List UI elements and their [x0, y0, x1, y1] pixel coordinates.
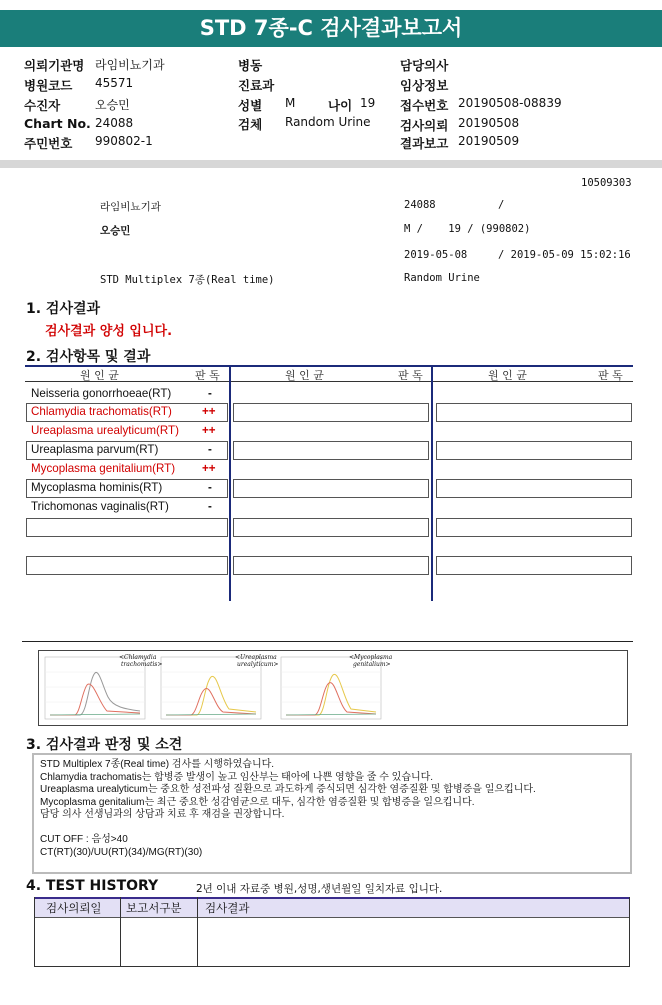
history-header-row [34, 897, 630, 918]
age-value: 19 [360, 96, 376, 110]
column-divider-1 [229, 365, 231, 601]
patient-label: 수진자 [24, 98, 61, 113]
resident-label: 주민번호 [24, 136, 73, 151]
report-title: STD 7종-C 검사결과보고서 [0, 10, 662, 47]
empty-cell [436, 441, 632, 460]
empty-cell [26, 556, 228, 575]
hospital-code-label: 병원코드 [24, 78, 73, 93]
empty-cell [26, 518, 228, 537]
graph1-label1: <Chlamydia [119, 654, 157, 661]
empty-cell [233, 479, 429, 498]
section3-title: 3. 검사결과 판정 및 소견 [26, 737, 183, 753]
col-pathogen-1: 원 인 균 [80, 369, 119, 382]
history-note: 2년 이내 자료중 병원,성명,생년월일 일치자료 입니다. [196, 883, 443, 895]
pathogen-result: ++ [202, 424, 216, 437]
info-patient: 오승민 [100, 225, 131, 237]
dept-label: 진료과 [238, 78, 275, 93]
empty-cell [233, 441, 429, 460]
empty-cell [233, 403, 429, 422]
pathogen-name: Mycoplasma hominis(RT) [31, 481, 163, 494]
column-divider-2 [431, 365, 433, 601]
empty-cell [436, 479, 632, 498]
pathogen-name: Mycoplasma genitalium(RT) [31, 462, 176, 475]
resident-value: 990802-1 [95, 134, 153, 148]
institution-label: 의뢰기관명 [24, 58, 85, 73]
history-divider-1 [120, 897, 121, 967]
graph2-label2: urealyticum> [237, 661, 279, 668]
graph2-label1: <Ureaplasma [235, 654, 277, 661]
graph3-label1: <Mycoplasma [349, 654, 393, 661]
remarks-text [34, 755, 630, 863]
doctor-label: 담당의사 [400, 58, 449, 73]
history-col-request: 검사의뢰일 [46, 901, 102, 915]
chart-label: Chart No. [24, 116, 91, 131]
doc-number: 10509303 [581, 177, 632, 189]
history-col-type: 보고서구분 [126, 901, 182, 915]
info-test-name: STD Multiplex 7종(Real time) [100, 274, 275, 286]
pathogen-name: Neisseria gonorrhoeae(RT) [31, 387, 172, 400]
info-chart-sep: / [498, 199, 505, 211]
info-date-end: / 2019-05-09 15:02:16 [498, 249, 631, 261]
empty-cell [233, 518, 429, 537]
info-specimen: Random Urine [404, 272, 480, 284]
pathogen-result: - [208, 481, 212, 494]
ward-label: 병동 [238, 58, 263, 73]
col-pathogen-2: 원 인 균 [285, 369, 324, 382]
chart-value: 24088 [95, 116, 134, 130]
patient-value: 오승민 [95, 98, 130, 112]
empty-cell [436, 403, 632, 422]
history-bottom-rule [34, 966, 630, 967]
remark-line: Mycoplasma genitalium는 최근 중요한 성감염균으로 대두, 심각한 염증질환 및 합병증을 일으킵니다. [40, 796, 475, 808]
graph3-label2: genitalium> [353, 661, 391, 668]
pathogen-result: ++ [202, 405, 216, 418]
info-sex-age: M / 19 / (990802) [404, 223, 531, 235]
pathogen-name: Ureaplasma parvum(RT) [31, 443, 159, 456]
pathogen-result: - [208, 443, 212, 456]
col-judgment-2: 판 독 [398, 369, 423, 382]
remark-line: CUT OFF : 음성>40 [40, 834, 128, 845]
sex-label: 성별 [238, 98, 263, 113]
col-pathogen-3: 원 인 균 [488, 369, 527, 382]
col-judgment-1: 판 독 [195, 369, 220, 382]
graph-panel [38, 650, 628, 726]
pathogen-name: Chlamydia trachomatis(RT) [31, 405, 172, 418]
empty-cell [436, 556, 632, 575]
pathogen-result: - [208, 500, 212, 513]
pathogen-name: Trichomonas vaginalis(RT) [31, 500, 169, 513]
empty-cell [436, 518, 632, 537]
request-label: 검사의뢰 [400, 118, 449, 133]
remark-line: Chlamydia trachomatis는 합병증 발생이 높고 임산부는 태아에 나쁜 영향을 줄 수 있습니다. [40, 771, 434, 783]
empty-cell [233, 556, 429, 575]
history-border-right [629, 897, 630, 967]
pathogen-result: ++ [202, 462, 216, 475]
receipt-value: 20190508-08839 [458, 96, 562, 110]
age-label: 나이 [328, 98, 353, 113]
pathogen-result: - [208, 387, 212, 400]
request-value: 20190508 [458, 116, 520, 130]
clinical-label: 임상정보 [400, 78, 449, 93]
sex-value: M [285, 96, 296, 110]
receipt-label: 접수번호 [400, 98, 449, 113]
graph1-label2: trachomatis> [121, 661, 163, 668]
info-chart: 24088 [404, 199, 436, 211]
info-institution: 라임비뇨기과 [100, 201, 161, 213]
section1-title: 1. 검사결과 [26, 301, 101, 317]
remark-line: Ureaplasma urealyticum는 중요한 성전파성 질환으로 과도하게 증식되면 심각한 염증질환 및 합병증을 일으킵니다. [40, 784, 536, 795]
institution-value: 라임비뇨기과 [95, 58, 165, 72]
history-col-result: 검사결과 [205, 901, 250, 915]
specimen-label: 검체 [238, 117, 263, 132]
info-date-start: 2019-05-08 [404, 249, 468, 261]
col-judgment-3: 판 독 [598, 369, 623, 382]
remark-line: STD Multiplex 7종(Real time) 검사를 시행하였습니다. [40, 759, 275, 770]
section4-title: 4. TEST HISTORY [26, 878, 159, 894]
header-divider [0, 160, 662, 168]
section2-title: 2. 검사항목 및 결과 [26, 349, 151, 365]
remark-line: CT(RT)(30)/UU(RT)(34)/MG(RT)(30) [40, 846, 203, 858]
history-border-left [34, 897, 35, 967]
graphs-top-rule [22, 641, 633, 642]
report-value: 20190509 [458, 134, 520, 148]
specimen-value: Random Urine [285, 115, 371, 129]
overall-result: 검사결과 양성 입니다. [45, 324, 173, 339]
remark-line: 담당 의사 선생님과의 상담과 치료 후 재검을 권장합니다. [40, 809, 285, 820]
history-divider-2 [197, 897, 198, 967]
pathogen-name: Ureaplasma urealyticum(RT) [31, 424, 179, 437]
hospital-code-value: 45571 [95, 76, 134, 90]
remark-line [40, 822, 624, 835]
report-label: 결과보고 [400, 136, 449, 151]
remarks-box [32, 753, 632, 874]
